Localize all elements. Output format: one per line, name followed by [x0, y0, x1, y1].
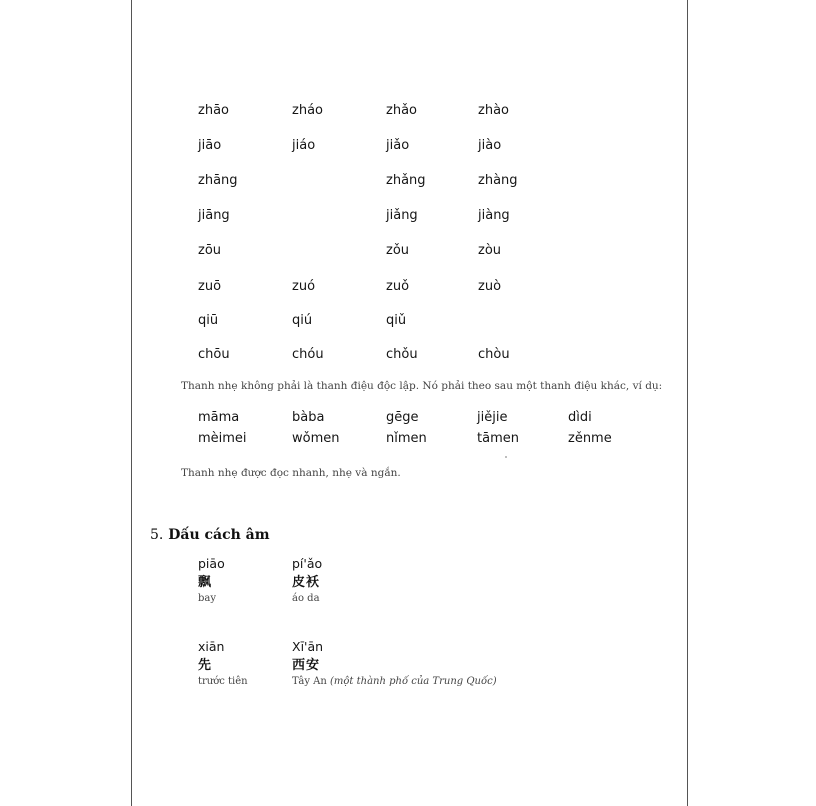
neutral-tone-word: zěnme	[568, 431, 612, 446]
tone-cell: jiāo	[198, 138, 222, 153]
tone-cell: zháo	[292, 103, 323, 118]
tone-cell: zhāng	[198, 173, 238, 188]
tone-cell: zhāo	[198, 103, 229, 118]
example-hanzi: 皮袄	[292, 575, 321, 590]
example-meaning	[198, 676, 248, 687]
tone-cell: zhǎng	[386, 173, 426, 188]
example-pinyin: pí'ǎo	[292, 556, 323, 571]
tone-cell: zǒu	[386, 243, 410, 258]
tone-cell: qiū	[198, 313, 219, 328]
neutral-tone-word: nǐmen	[386, 431, 427, 446]
tone-cell: jiào	[478, 138, 502, 153]
tone-cell: zōu	[198, 243, 222, 258]
tone-cell: jiàng	[478, 208, 510, 223]
example-hanzi: 先	[198, 658, 213, 673]
scan-speck	[505, 456, 507, 458]
tone-cell: zhàng	[478, 173, 518, 188]
neutral-tone-word: mèimei	[198, 431, 247, 446]
neutral-tone-word: bàba	[292, 410, 325, 425]
tone-cell: chǒu	[386, 347, 418, 362]
neutral-tone-word: māma	[198, 410, 240, 425]
tone-cell: chōu	[198, 347, 230, 362]
example-meaning-text: Tây An	[292, 676, 327, 687]
neutral-tone-word: jiějie	[477, 410, 508, 425]
example-meaning	[198, 593, 216, 604]
neutral-tone-note: Thanh nhẹ được đọc nhanh, nhẹ và ngắn.	[181, 467, 401, 479]
tone-cell: jiáo	[292, 138, 316, 153]
example-meaning-text: bay	[198, 593, 217, 604]
neutral-tone-word: wǒmen	[292, 431, 340, 446]
tone-cell: qiú	[292, 313, 313, 328]
tone-cell: jiǎng	[386, 208, 418, 223]
tone-cell: chóu	[292, 347, 324, 362]
tone-cell: jiǎo	[386, 138, 410, 153]
example-meaning-text: áo da	[292, 593, 320, 604]
section-title: Dấu cách âm	[168, 527, 270, 543]
tone-cell: zuó	[292, 279, 316, 294]
section-heading	[150, 527, 270, 543]
tone-cell: zuò	[478, 279, 502, 294]
tone-cell: zòu	[478, 243, 502, 258]
tone-cell: chòu	[478, 347, 510, 362]
example-hanzi: 西安	[292, 658, 321, 673]
tone-cell: zuō	[198, 279, 222, 294]
neutral-tone-word: dìdi	[568, 410, 592, 425]
tone-cell: zhǎo	[386, 103, 417, 118]
example-meaning-text: trước tiên	[198, 676, 248, 687]
neutral-tone-intro: Thanh nhẹ không phải là thanh điệu độc lập. Nó phải theo sau một thanh điệu khác, ví dụ:	[181, 380, 663, 392]
example-hanzi: 飘	[198, 575, 213, 590]
tone-cell: qiǔ	[386, 313, 407, 328]
tone-cell: zuǒ	[386, 279, 410, 294]
example-pinyin: Xī'ān	[292, 639, 324, 654]
neutral-tone-word: gēge	[386, 410, 419, 425]
tone-cell: jiāng	[198, 208, 230, 223]
example-pinyin: piāo	[198, 556, 225, 571]
example-pinyin: xiān	[198, 639, 225, 654]
section-number: 5.	[150, 527, 164, 543]
neutral-tone-word: tāmen	[477, 431, 519, 446]
example-meaning	[292, 676, 497, 687]
example-meaning-note: (một thành phố của Trung Quốc)	[330, 676, 497, 687]
tone-cell: zhào	[478, 103, 509, 118]
example-meaning	[292, 593, 320, 604]
